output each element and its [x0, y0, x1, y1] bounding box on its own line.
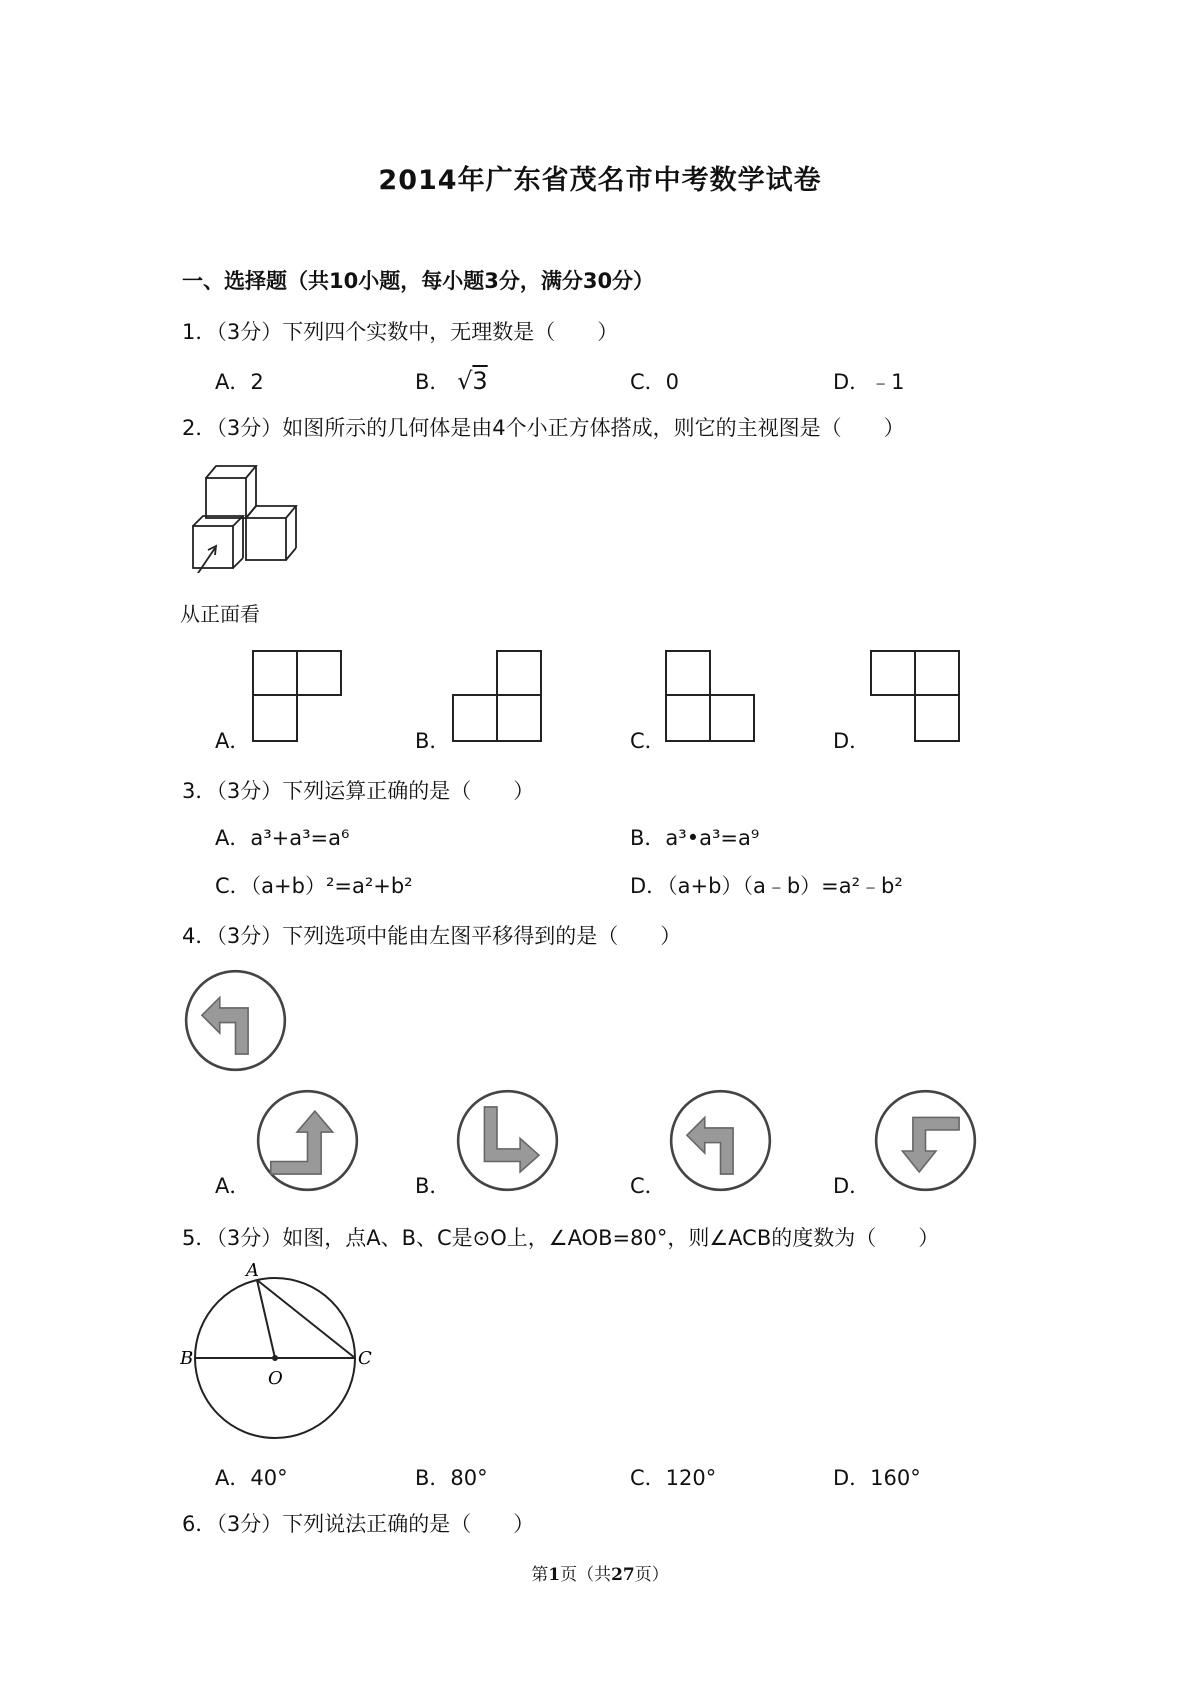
- q1-option-d: D．﹣1: [833, 370, 905, 394]
- q4-option-c: C．: [630, 1174, 666, 1198]
- q3-option-d: D．（a+b）（a﹣b）=a²﹣b²: [630, 874, 903, 898]
- q3-option-a: A．a³+a³=a⁶: [215, 826, 350, 850]
- total-pages: 27: [611, 1565, 635, 1585]
- q2-view-b: [452, 650, 544, 744]
- q4-arrow-c: [668, 1088, 773, 1193]
- view-caption: 从正面看: [180, 602, 260, 626]
- question-2-stem: 2．（3分）如图所示的几何体是由4个小正方体搭成，则它的主视图是（ ）: [182, 416, 905, 440]
- sqrt-symbol: √3: [457, 367, 488, 395]
- q4-option-b: B．: [415, 1174, 451, 1198]
- q2-option-c: C．: [630, 729, 666, 753]
- section-heading: 一、选择题（共10小题，每小题3分，满分30分）: [182, 269, 655, 293]
- circle-angle-figure: [180, 1262, 380, 1442]
- q4-arrow-b: [455, 1088, 560, 1193]
- q4-arrow-d: [873, 1088, 978, 1193]
- question-4-stem: 4．（3分）下列选项中能由左图平移得到的是（ ）: [182, 924, 682, 948]
- q2-option-d: D．: [833, 729, 871, 753]
- q1-option-a: A．2: [215, 370, 264, 394]
- q3-option-c: C．（a+b）²=a²+b²: [215, 874, 413, 898]
- q4-arrow-a: [255, 1088, 360, 1193]
- point-b-label: B: [180, 1348, 194, 1369]
- q2-option-a: A．: [215, 729, 251, 753]
- point-c-label: C: [358, 1348, 372, 1369]
- page-footer: 第1页（共27页）: [531, 1565, 669, 1585]
- q2-view-d: [870, 650, 962, 744]
- q5-option-a: A．40°: [215, 1466, 288, 1490]
- question-3-stem: 3．（3分）下列运算正确的是（ ）: [182, 779, 535, 803]
- q3-option-b: B．a³•a³=a⁹: [630, 826, 760, 850]
- q2-view-c: [665, 650, 757, 744]
- q1-option-b: B． √3: [415, 367, 488, 395]
- q2-option-b: B．: [415, 729, 451, 753]
- left-turn-arrow-original: [183, 968, 288, 1073]
- question-1-stem: 1．（3分）下列四个实数中，无理数是（ ）: [182, 320, 619, 344]
- q5-option-c: C．120°: [630, 1466, 717, 1490]
- q4-option-d: D．: [833, 1174, 871, 1198]
- q4-option-a: A．: [215, 1174, 251, 1198]
- page-title: 2014年广东省茂名市中考数学试卷: [378, 165, 822, 196]
- point-a-label: A: [246, 1262, 259, 1281]
- q2-view-a: [252, 650, 344, 744]
- q5-option-d: D．160°: [833, 1466, 921, 1490]
- question-6-stem: 6．（3分）下列说法正确的是（ ）: [182, 1512, 535, 1536]
- cube-stack-figure: [178, 458, 308, 573]
- point-o-label: O: [268, 1368, 283, 1389]
- q1-option-c: C．0: [630, 370, 680, 394]
- page-number: 1: [548, 1565, 561, 1585]
- q5-option-b: B．80°: [415, 1466, 488, 1490]
- question-5-stem: 5．（3分）如图，点A、B、C是⊙O上，∠AOB=80°，则∠ACB的度数为（ ）: [182, 1226, 940, 1250]
